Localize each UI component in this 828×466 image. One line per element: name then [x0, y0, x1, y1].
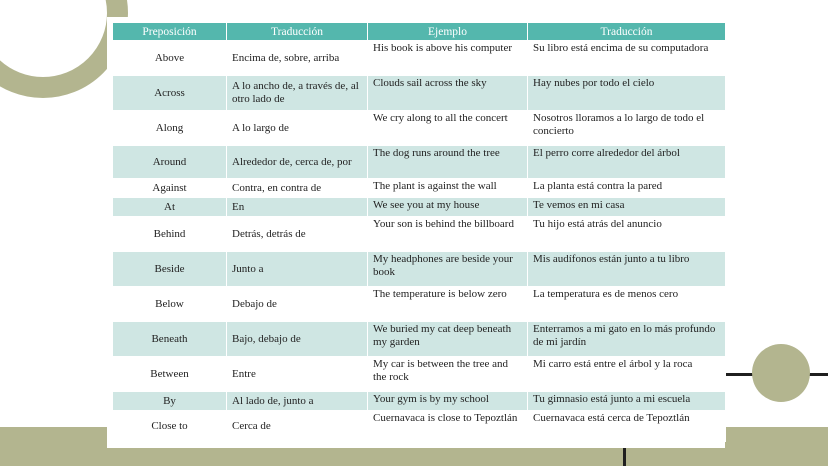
example-translation-cell: Enterramos a mi gato en lo más profundo de mi jardín: [528, 322, 726, 357]
preposition-cell: Around: [113, 146, 227, 179]
example-cell: My headphones are beside your book: [368, 252, 528, 287]
table-row: [113, 217, 726, 252]
preposition-cell: Beside: [113, 252, 227, 287]
example-translation-cell: Tu hijo está atrás del anuncio: [528, 217, 726, 252]
preposition-cell: Along: [113, 111, 227, 146]
example-translation-cell: Mi carro está entre el árbol y la roca: [528, 357, 726, 392]
header-example: Ejemplo: [368, 23, 528, 41]
table-row: [113, 146, 726, 179]
example-cell: Your gym is by my school: [368, 392, 528, 411]
translation-cell: A lo ancho de, a través de, al otro lado de: [227, 76, 368, 111]
header-example-translation: Traducción: [528, 23, 726, 41]
translation-cell: Encima de, sobre, arriba: [227, 41, 368, 76]
preposition-cell: Below: [113, 287, 227, 322]
example-translation-cell: Cuernavaca está cerca de Tepoztlán: [528, 411, 726, 442]
translation-cell: Junto a: [227, 252, 368, 287]
translation-cell: En: [227, 198, 368, 217]
preposition-cell: By: [113, 392, 227, 411]
decorative-vertical-line: [623, 448, 626, 466]
preposition-cell: Above: [113, 41, 227, 76]
example-translation-cell: Nosotros lloramos a lo largo de todo el concierto: [528, 111, 726, 146]
example-translation-cell: Hay nubes por todo el cielo: [528, 76, 726, 111]
translation-cell: Entre: [227, 357, 368, 392]
preposition-cell: At: [113, 198, 227, 217]
prepositions-table: [112, 22, 726, 442]
table-header-row: [113, 23, 726, 41]
example-cell: The dog runs around the tree: [368, 146, 528, 179]
example-cell: Clouds sail across the sky: [368, 76, 528, 111]
preposition-cell: Behind: [113, 217, 227, 252]
example-cell: My car is between the tree and the rock: [368, 357, 528, 392]
example-cell: His book is above his computer: [368, 41, 528, 76]
translation-cell: Detrás, detrás de: [227, 217, 368, 252]
example-translation-cell: Mis audífonos están junto a tu libro: [528, 252, 726, 287]
example-translation-cell: Su libro está encima de su computadora: [528, 41, 726, 76]
table-row: [113, 76, 726, 111]
preposition-cell: Against: [113, 179, 227, 198]
example-cell: We cry along to all the concert: [368, 111, 528, 146]
example-cell: We see you at my house: [368, 198, 528, 217]
example-cell: Your son is behind the billboard: [368, 217, 528, 252]
example-cell: Cuernavaca is close to Tepoztlán: [368, 411, 528, 442]
table-row: [113, 411, 726, 442]
preposition-cell: Across: [113, 76, 227, 111]
translation-cell: Contra, en contra de: [227, 179, 368, 198]
example-translation-cell: La planta está contra la pared: [528, 179, 726, 198]
example-cell: The temperature is below zero: [368, 287, 528, 322]
preposition-cell: Beneath: [113, 322, 227, 357]
preposition-cell: Between: [113, 357, 227, 392]
example-translation-cell: La temperatura es de menos cero: [528, 287, 726, 322]
table-row: [113, 392, 726, 411]
table-row: [113, 357, 726, 392]
example-translation-cell: Tu gimnasio está junto a mi escuela: [528, 392, 726, 411]
translation-cell: Al lado de, junto a: [227, 392, 368, 411]
header-translation: Traducción: [227, 23, 368, 41]
table-row: [113, 41, 726, 76]
example-translation-cell: Te vemos en mi casa: [528, 198, 726, 217]
table-row: [113, 111, 726, 146]
table-row: [113, 322, 726, 357]
example-cell: We buried my cat deep beneath my garden: [368, 322, 528, 357]
table-row: [113, 287, 726, 322]
translation-cell: Debajo de: [227, 287, 368, 322]
table-row: [113, 179, 726, 198]
preposition-cell: Close to: [113, 411, 227, 442]
translation-cell: Cerca de: [227, 411, 368, 442]
table-row: [113, 198, 726, 217]
translation-cell: Alrededor de, cerca de, por: [227, 146, 368, 179]
translation-cell: Bajo, debajo de: [227, 322, 368, 357]
table-panel: [107, 17, 725, 448]
table-row: [113, 252, 726, 287]
example-cell: The plant is against the wall: [368, 179, 528, 198]
translation-cell: A lo largo de: [227, 111, 368, 146]
header-preposition: Preposición: [113, 23, 227, 41]
example-translation-cell: El perro corre alrededor del árbol: [528, 146, 726, 179]
decorative-circle: [752, 344, 810, 402]
